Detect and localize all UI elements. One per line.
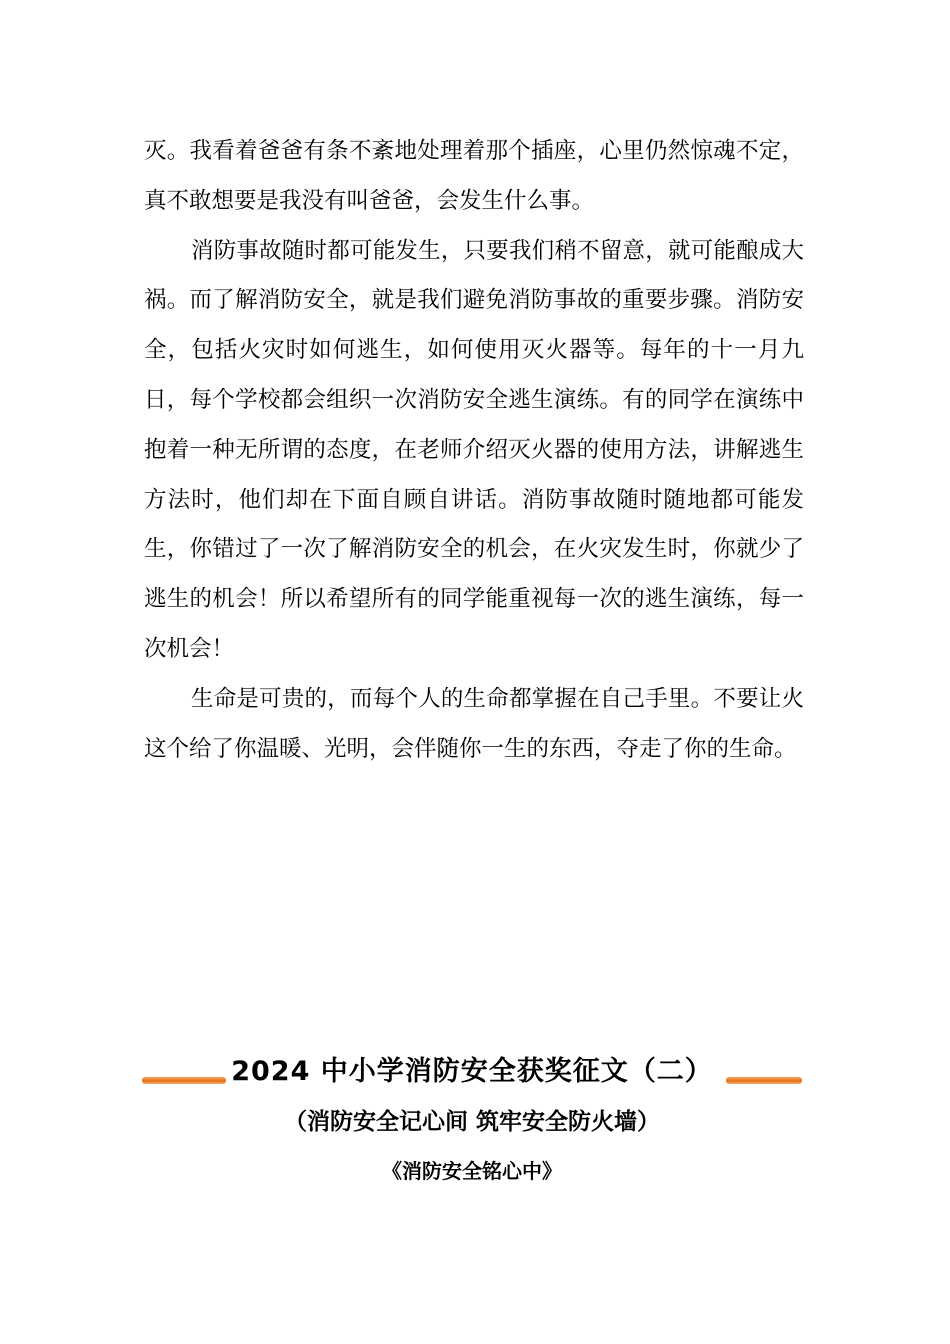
essay-body (144, 127, 804, 774)
section-title: 2024 中小学消防安全获奖征文（二） (231, 1056, 713, 1087)
section-title-row (142, 1052, 802, 1096)
section-subtitle: （消防安全记心间 筑牢安全防火墙） (283, 1109, 660, 1135)
paragraph-1: 灭。我看着爸爸有条不紊地处理着那个插座，心里仍然惊魂不定，真不敢想要是我没有叫爸爸，会发生什么事。 (144, 138, 804, 214)
paragraph-2: 消防事故随时都可能发生，只要我们稍不留意，就可能酿成大祸。而了解消防安全，就是我们避免消防事故的重要步骤。消防安全，包括火灾时如何逃生，如何使用灭火器等。每年的十一月九日，每个学校都会组织一次消防安全逃生演练。有的同学在演练中抱着一种无所谓的态度，在老师介绍灭火器的使用方法，讲解逃生方法时，他们却在下面自顾自讲话。消防事故随时随地都可能发生，你错过了一次了解消防安全的机会，在火灾发生时，你就少了逃生的机会！所以希望所有的同学能重视每一次的逃生演练，每一次机会！ (144, 237, 804, 662)
essay-title: 《消防安全铭心中》 (382, 1159, 562, 1183)
paragraph-3: 生命是可贵的，而每个人的生命都掌握在自己手里。不要让火这个给了你温暖、光明，会伴随你一生的东西，夺走了你的生命。 (144, 685, 804, 762)
